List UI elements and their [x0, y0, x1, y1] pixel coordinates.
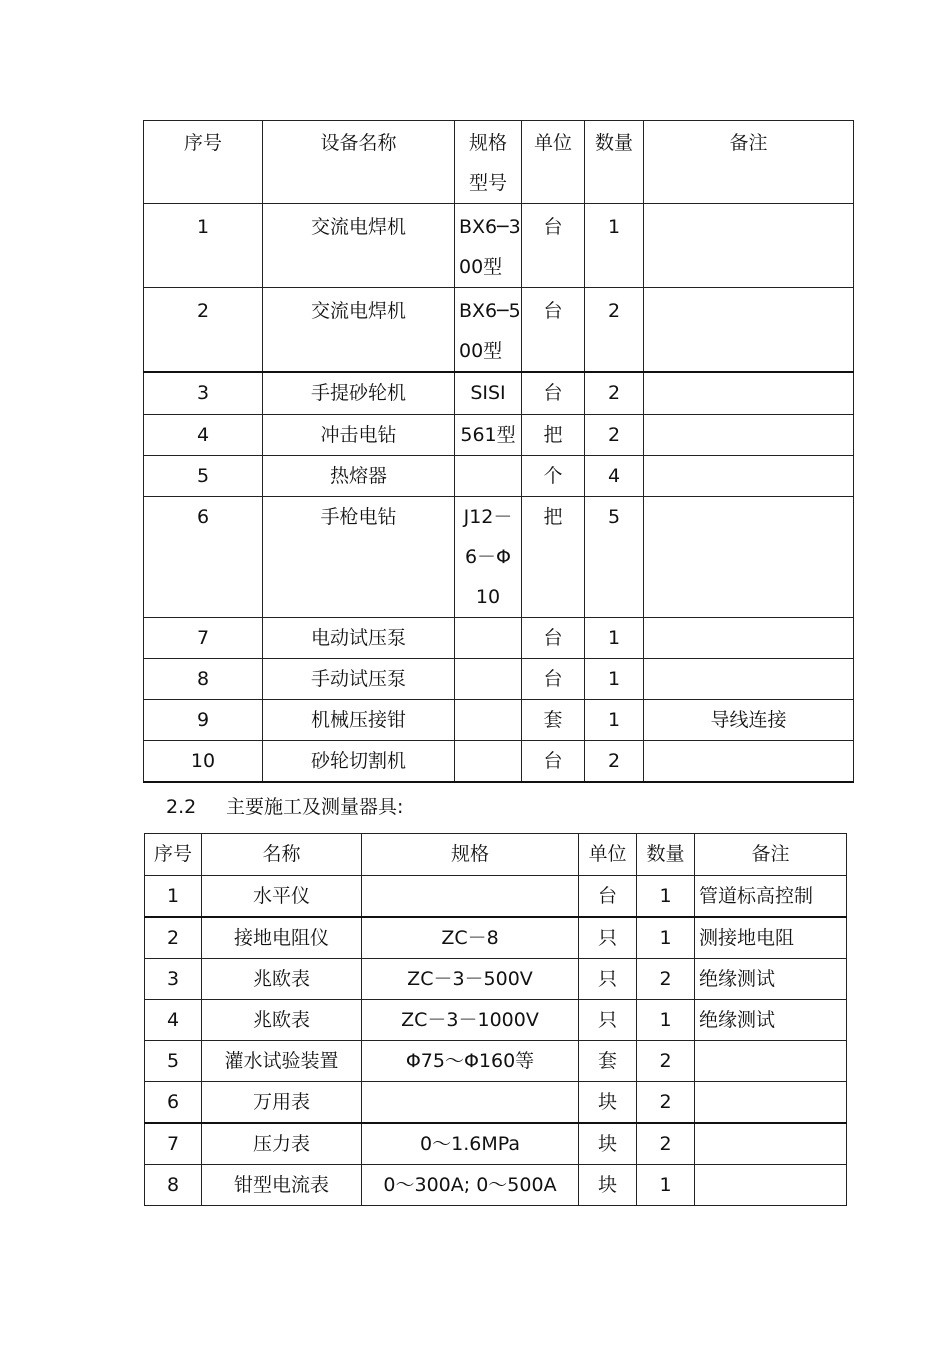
cell-qty: 1	[637, 1165, 695, 1206]
cell-index: 9	[144, 699, 263, 740]
cell-name: 压力表	[202, 1123, 362, 1165]
cell-spec	[455, 658, 522, 699]
cell-qty: 1	[637, 876, 695, 918]
cell-unit: 台	[522, 617, 585, 658]
cell-index: 1	[144, 204, 263, 288]
cell-name: 交流电焊机	[263, 204, 455, 288]
cell-note	[644, 496, 854, 617]
cell-unit: 台	[522, 658, 585, 699]
cell-name: 冲击电钻	[263, 414, 455, 455]
header-cell: 规格型号	[455, 121, 522, 204]
cell-index: 7	[145, 1123, 202, 1165]
cell-unit: 块	[579, 1123, 637, 1165]
cell-unit: 块	[579, 1165, 637, 1206]
table-row	[145, 959, 847, 1000]
cell-unit: 把	[522, 414, 585, 455]
cell-spec	[455, 617, 522, 658]
section-number: 2.2	[166, 796, 197, 818]
table-row	[145, 1041, 847, 1082]
cell-unit: 套	[579, 1041, 637, 1082]
cell-qty: 1	[585, 617, 644, 658]
cell-name: 手枪电钻	[263, 496, 455, 617]
cell-note	[695, 1082, 847, 1124]
cell-spec	[455, 740, 522, 782]
header-cell: 规格	[362, 834, 579, 876]
cell-qty: 2	[585, 414, 644, 455]
cell-name: 万用表	[202, 1082, 362, 1124]
cell-spec: 0～1.6MPa	[362, 1123, 579, 1165]
tools-table	[144, 833, 847, 1206]
table-row	[144, 617, 854, 658]
cell-unit: 台	[522, 740, 585, 782]
cell-spec	[362, 876, 579, 918]
cell-note	[695, 1123, 847, 1165]
cell-index: 6	[145, 1082, 202, 1124]
cell-note	[644, 288, 854, 373]
cell-spec: Φ75～Φ160等	[362, 1041, 579, 1082]
cell-qty: 1	[585, 204, 644, 288]
cell-note: 管道标高控制	[695, 876, 847, 918]
cell-index: 5	[145, 1041, 202, 1082]
table-row	[145, 917, 847, 959]
cell-spec	[362, 1082, 579, 1124]
cell-unit: 把	[522, 496, 585, 617]
cell-spec: 561型	[455, 414, 522, 455]
cell-name: 兆欧表	[202, 959, 362, 1000]
cell-note	[644, 740, 854, 782]
cell-qty: 2	[637, 959, 695, 1000]
cell-unit: 台	[522, 372, 585, 414]
cell-spec: BX6─500型	[455, 288, 522, 373]
table-row	[144, 658, 854, 699]
cell-qty: 1	[585, 699, 644, 740]
cell-name: 电动试压泵	[263, 617, 455, 658]
table-row	[144, 455, 854, 496]
cell-qty: 5	[585, 496, 644, 617]
section-heading	[166, 793, 403, 821]
cell-index: 8	[144, 658, 263, 699]
cell-note	[644, 455, 854, 496]
cell-index: 3	[144, 372, 263, 414]
cell-spec: 0～300A; 0～500A	[362, 1165, 579, 1206]
cell-spec: J12－6－Φ10	[455, 496, 522, 617]
header-cell: 数量	[637, 834, 695, 876]
table-row	[145, 1082, 847, 1124]
cell-name: 交流电焊机	[263, 288, 455, 373]
cell-qty: 1	[637, 1000, 695, 1041]
cell-spec: ZC－3－1000V	[362, 1000, 579, 1041]
cell-unit: 台	[522, 288, 585, 373]
table-header-row	[144, 121, 854, 204]
table-row	[144, 496, 854, 617]
cell-qty: 2	[585, 288, 644, 373]
section-title: 主要施工及测量器具:	[226, 796, 404, 818]
cell-note: 导线连接	[644, 699, 854, 740]
cell-index: 8	[145, 1165, 202, 1206]
equipment-table	[143, 120, 854, 783]
cell-index: 2	[144, 288, 263, 373]
header-cell: 单位	[522, 121, 585, 204]
cell-index: 1	[145, 876, 202, 918]
cell-qty: 2	[637, 1041, 695, 1082]
cell-name: 水平仪	[202, 876, 362, 918]
cell-qty: 4	[585, 455, 644, 496]
cell-name: 灌水试验装置	[202, 1041, 362, 1082]
header-cell: 序号	[144, 121, 263, 204]
header-cell: 备注	[644, 121, 854, 204]
cell-note: 绝缘测试	[695, 1000, 847, 1041]
cell-spec	[455, 455, 522, 496]
table-row	[144, 414, 854, 455]
header-cell: 序号	[145, 834, 202, 876]
cell-index: 5	[144, 455, 263, 496]
cell-qty: 2	[585, 740, 644, 782]
cell-qty: 1	[637, 917, 695, 959]
cell-unit: 套	[522, 699, 585, 740]
cell-note	[644, 414, 854, 455]
cell-index: 3	[145, 959, 202, 1000]
table-row	[145, 876, 847, 918]
cell-note	[644, 617, 854, 658]
header-cell: 名称	[202, 834, 362, 876]
cell-unit: 只	[579, 1000, 637, 1041]
cell-qty: 2	[585, 372, 644, 414]
cell-name: 钳型电流表	[202, 1165, 362, 1206]
cell-name: 砂轮切割机	[263, 740, 455, 782]
cell-qty: 2	[637, 1123, 695, 1165]
cell-index: 7	[144, 617, 263, 658]
table-row	[144, 372, 854, 414]
cell-index: 2	[145, 917, 202, 959]
header-cell: 单位	[579, 834, 637, 876]
cell-unit: 只	[579, 917, 637, 959]
table-row	[145, 1123, 847, 1165]
cell-unit: 台	[522, 204, 585, 288]
cell-note	[644, 658, 854, 699]
cell-qty: 2	[637, 1082, 695, 1124]
cell-name: 手动试压泵	[263, 658, 455, 699]
cell-spec	[455, 699, 522, 740]
header-cell: 数量	[585, 121, 644, 204]
cell-index: 4	[144, 414, 263, 455]
table-row	[145, 1165, 847, 1206]
cell-name: 接地电阻仪	[202, 917, 362, 959]
cell-spec: ZC－8	[362, 917, 579, 959]
table-row	[145, 1000, 847, 1041]
cell-unit: 个	[522, 455, 585, 496]
header-cell: 设备名称	[263, 121, 455, 204]
table-row	[144, 699, 854, 740]
cell-note	[695, 1165, 847, 1206]
cell-index: 4	[145, 1000, 202, 1041]
table-row	[144, 288, 854, 373]
table-row	[144, 204, 854, 288]
cell-qty: 1	[585, 658, 644, 699]
cell-spec: SISI	[455, 372, 522, 414]
cell-index: 10	[144, 740, 263, 782]
cell-note: 绝缘测试	[695, 959, 847, 1000]
cell-name: 兆欧表	[202, 1000, 362, 1041]
table-row	[144, 740, 854, 782]
cell-spec: ZC－3－500V	[362, 959, 579, 1000]
cell-name: 热熔器	[263, 455, 455, 496]
cell-note	[644, 372, 854, 414]
cell-unit: 只	[579, 959, 637, 1000]
table-header-row	[145, 834, 847, 876]
cell-note	[695, 1041, 847, 1082]
cell-unit: 台	[579, 876, 637, 918]
cell-name: 机械压接钳	[263, 699, 455, 740]
cell-note	[644, 204, 854, 288]
cell-name: 手提砂轮机	[263, 372, 455, 414]
cell-index: 6	[144, 496, 263, 617]
cell-unit: 块	[579, 1082, 637, 1124]
header-cell: 备注	[695, 834, 847, 876]
cell-spec: BX6─300型	[455, 204, 522, 288]
cell-note: 测接地电阻	[695, 917, 847, 959]
